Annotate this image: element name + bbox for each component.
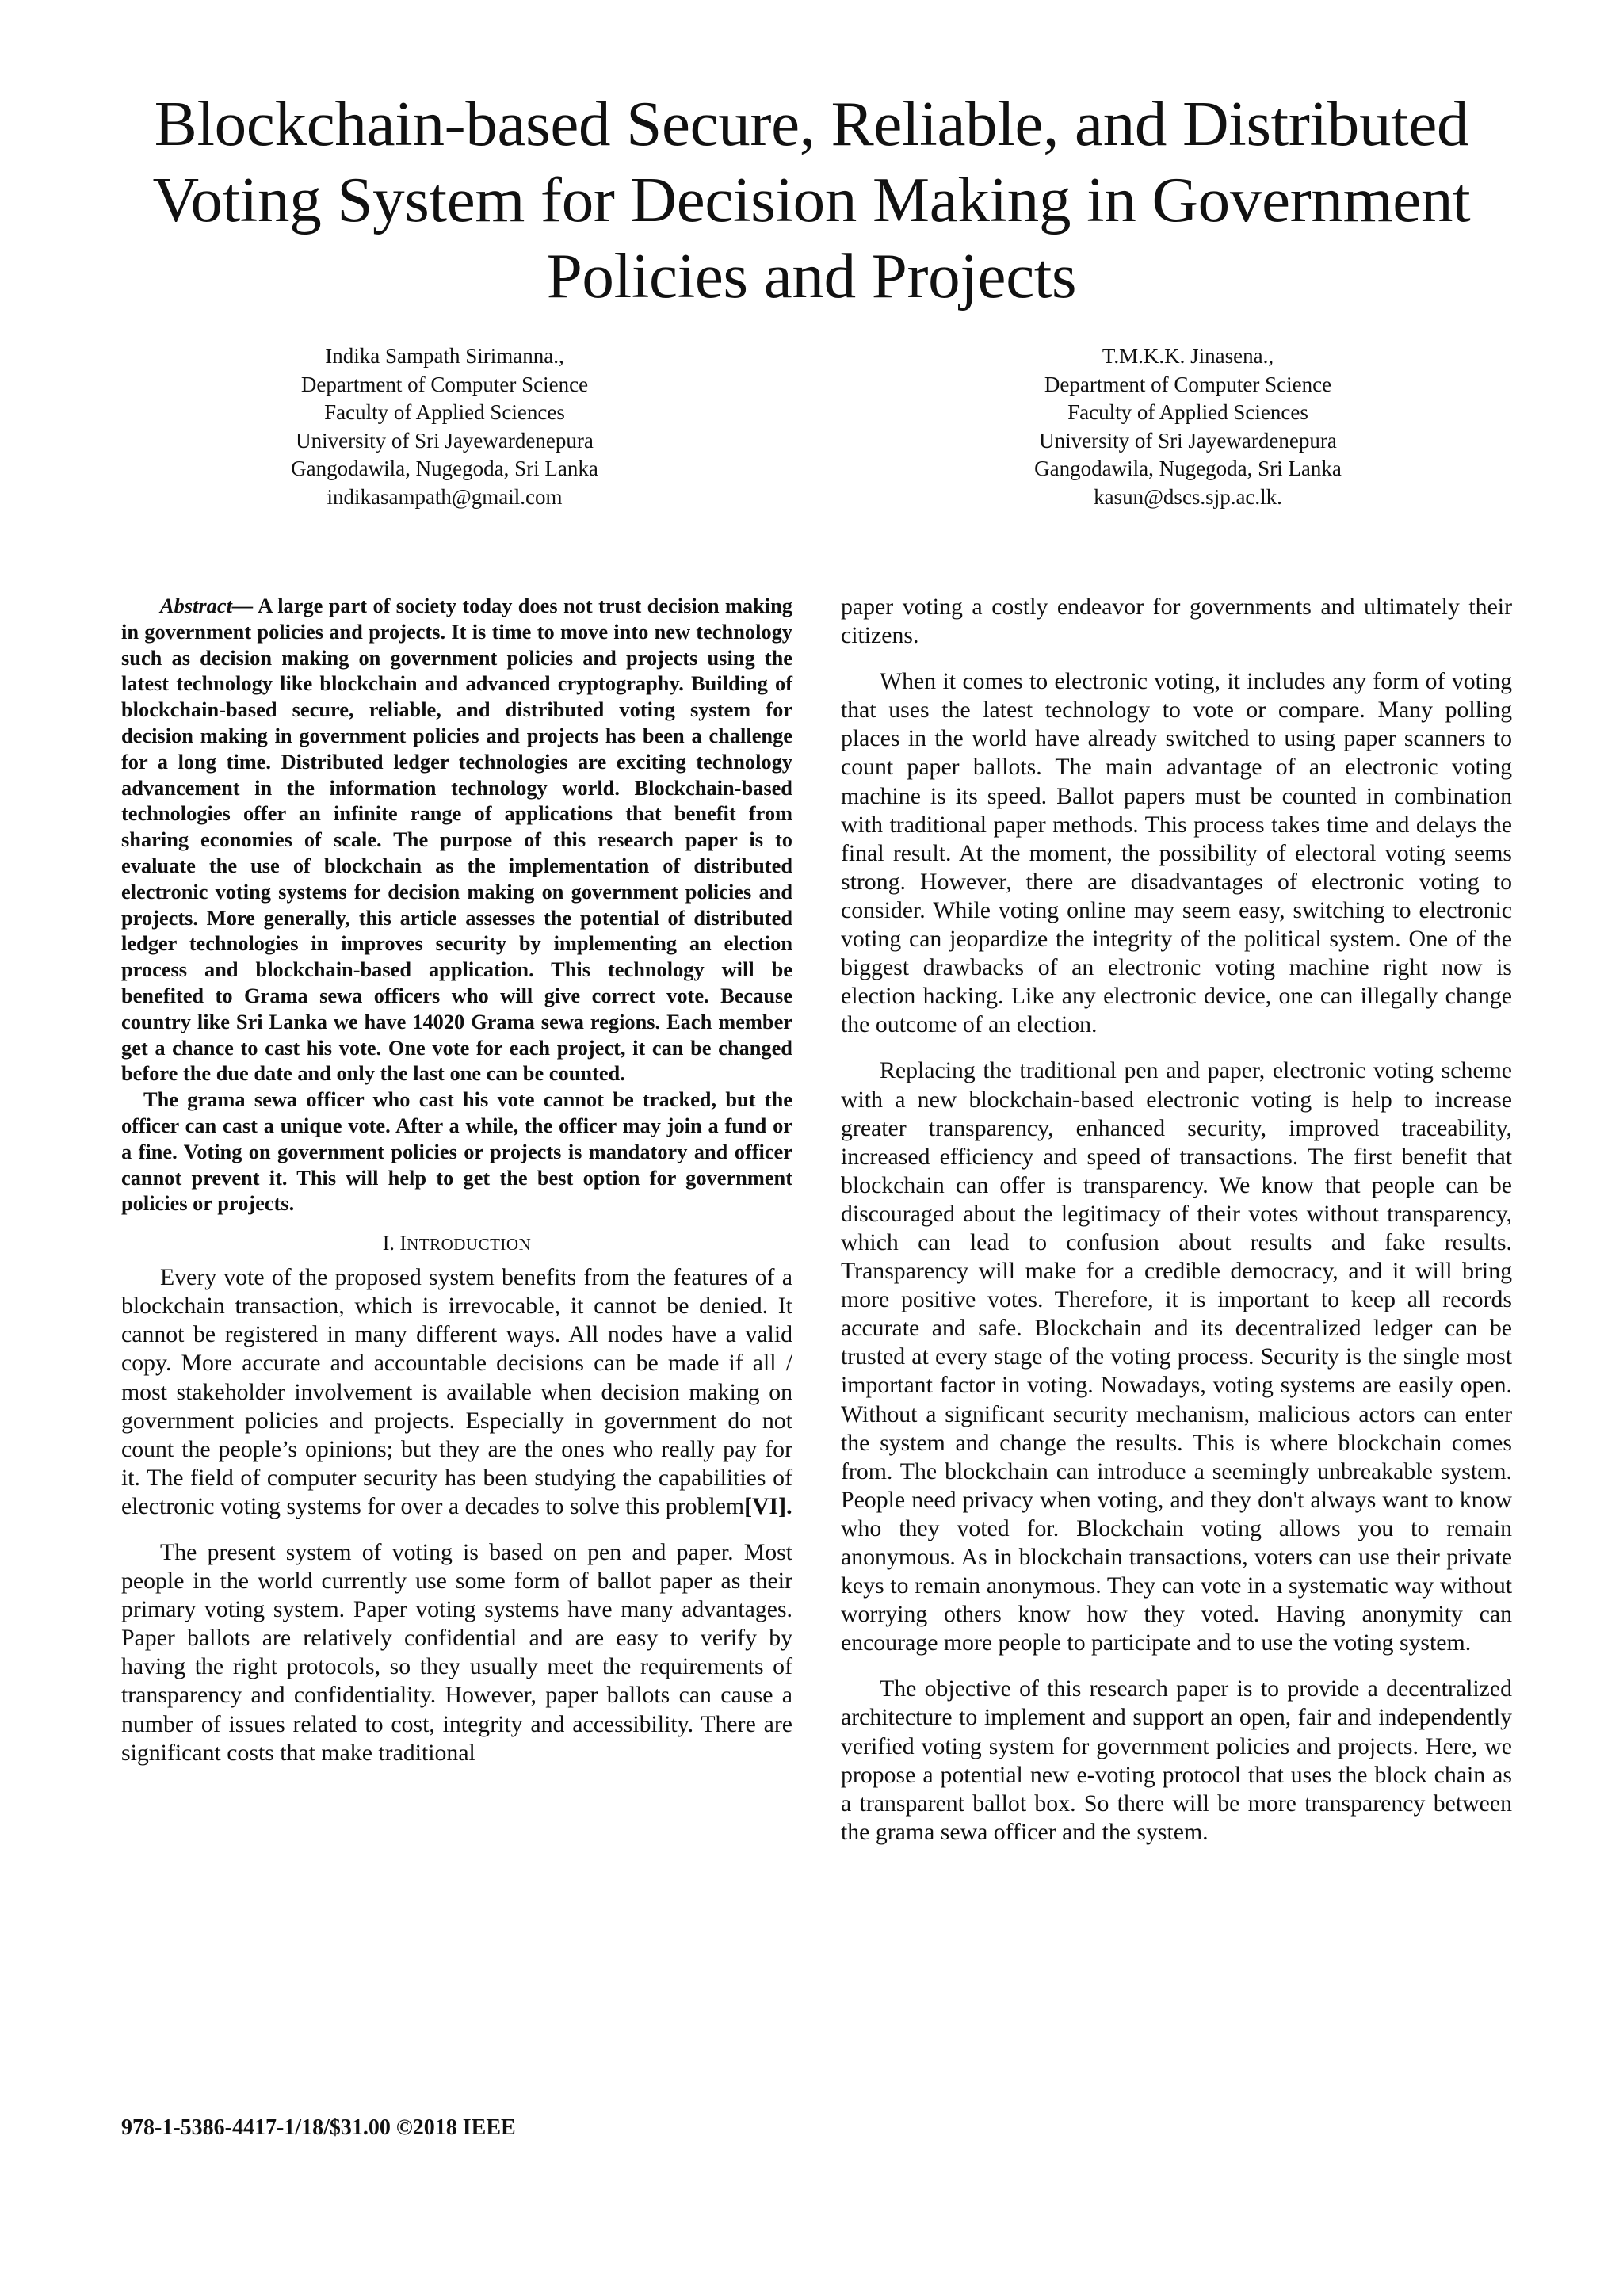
section-heading-introduction: [121, 1231, 792, 1257]
section-title-initial: I: [399, 1232, 407, 1255]
author-email: kasun@dscs.sjp.ac.lk.: [1094, 484, 1282, 509]
author-address: Gangodawila, Nugegoda, Sri Lanka: [291, 457, 598, 480]
right-column: [841, 593, 1512, 1847]
paper-title: Blockchain-based Secure, Reliable, and Distributed Voting System for Decision Making in Government Policies and Projects: [152, 88, 1471, 311]
author-block-2: [911, 342, 1465, 511]
intro-paragraph-5: The objective of this research paper is to provide a decentralized architecture to implement and support an open, fair and independently verified voting system for government policies and projects. Here, we propose a potential new e-voting protocol that uses the block chain as a transparent ballot box. So there will be more transparency between the grama sewa officer and the system.: [841, 1675, 1512, 1845]
section-number: I.: [382, 1232, 395, 1255]
intro-paragraph-1-text: Every vote of the proposed system benefits from the features of a blockchain transaction, which is irrevocable, it cannot be denied. It cannot be registered in many different ways. All nodes have a valid copy. More accurate and accountable decisions can be made if all / most stakeholder involvement is available when decision making on government policies and projects. Especially in government do not count the people’s opinions; but they are the ones who really pay for it. The field of computer security has been studying the capabilities of electronic voting systems for over a decades to solve this problem: [121, 1264, 792, 1519]
copyright-footer: 978-1-5386-4417-1/18/$31.00 ©2018 IEEE: [121, 2115, 516, 2140]
author-department: Department of Computer Science: [1044, 372, 1332, 396]
abstract-text: A large part of society today does not trust decision making in government policies and projects. It is time to move into new technology such as decision making on government policies and projects using the latest technology like blockchain and advanced cryptography. Building of blockchain-based secure, reliable, and distributed voting system for decision making in government policies and projects has been a challenge for a long time. Distributed ledger technologies are exciting technology advancement in the information technology world. Blockchain-based technologies offer an infinite range of applications that benefit from sharing economies of scale. The purpose of this research paper is to evaluate the use of blockchain as the implementation of distributed electronic voting systems for decision making on government policies and projects. More generally, this article assesses the potential of distributed ledger technologies in improves security by implementing an election process and blockchain-based application. This technology will be benefited to Grama sewa officers who will give correct vote. Because country like Sri Lanka we have 14020 Grama sewa regions. Each member get a chance to cast his vote. One vote for each project, it can be changed before the due date and only the last one can be counted.: [121, 594, 792, 1086]
author-block-1: [167, 342, 722, 511]
author-name: T.M.K.K. Jinasena.,: [1102, 344, 1274, 368]
intro-paragraph-4: Replacing the traditional pen and paper, electronic voting scheme with a new blockchain-based electronic voting is help to increase greater transparency, enhanced security, improved traceability, increased efficiency and speed of transactions. The first benefit that blockchain can offer is transparency. We know that people can be discouraged about the legitimacy of their votes without transparency, which can lead to confusion about results and fake results. Transparency will make for a credible democracy, and it will bring more positive votes. Therefore, it is important to keep all records accurate and safe. Blockchain and its decentralized ledger can be trusted at every stage of the voting process. Security is the single most important factor in voting. Nowadays, voting systems are easily open. Without a significant security mechanism, malicious actors can enter the system and change the results. This is where blockchain comes from. The blockchain can introduce a seemingly unbreakable system. People need privacy when voting, and they don't always want to know who they voted for. Blockchain voting allows you to remain anonymous. As in blockchain transactions, voters can use their private keys to remain anonymous. They can vote in a systematic way without worrying others know how they voted. Having anonymity can encourage more people to participate and to use the voting system.: [841, 1057, 1512, 1656]
author-faculty: Faculty of Applied Sciences: [324, 400, 565, 424]
author-name: Indika Sampath Sirimanna.,: [325, 344, 564, 368]
author-university: University of Sri Jayewardenepura: [1039, 428, 1337, 453]
author-faculty: Faculty of Applied Sciences: [1067, 400, 1308, 424]
intro-paragraph-3: When it comes to electronic voting, it includes any form of voting that uses the latest technology to vote or compare. Many polling places in the world have already switched to using paper scanners to count paper ballots. The main advantage of an electronic voting machine is its speed. Ballot papers must be counted in combination with traditional paper methods. This process takes time and delays the final result. At the moment, the possibility of electoral voting seems strong. However, there are disadvantages of electronic voting to consider. While voting online may seem easy, switching to electronic voting can jeopardize the integrity of the political system. One of the biggest drawbacks of an electronic voting machine right now is election hacking. Like any electronic device, one can illegally change the outcome of an election.: [841, 668, 1512, 1038]
abstract-paragraph-1: [121, 593, 792, 1087]
abstract-label: Abstract—: [160, 594, 254, 617]
author-address: Gangodawila, Nugegoda, Sri Lanka: [1034, 457, 1342, 480]
abstract-paragraph-2: The grama sewa officer who cast his vote cannot be tracked, but the officer can cast a unique vote. After a while, the officer may join a fund or a fine. Voting on government policies or projects is mandatory and officer cannot prevent it. This will help to get the best option for government policies or projects.: [121, 1087, 792, 1216]
author-department: Department of Computer Science: [300, 372, 589, 396]
author-email: indikasampath@gmail.com: [327, 484, 563, 509]
section-title-rest: NTRODUCTION: [407, 1235, 532, 1255]
author-university: University of Sri Jayewardenepura: [296, 428, 594, 453]
intro-paragraph-1: [121, 1263, 792, 1521]
intro-paragraph-2-continued: paper voting a costly endeavor for governments and ultimately their citizens.: [841, 594, 1512, 649]
intro-paragraph-2: The present system of voting is based on pen and paper. Most people in the world currently use some form of ballot paper as their primary voting system. Paper voting systems have many advantages. Paper ballots are relatively confidential and are easy to verify by having the right protocols, so they usually meet the requirements of transparency and confidentiality. However, paper ballots can cause a number of issues related to cost, integrity and accessibility. There are significant costs that make traditional: [121, 1538, 792, 1766]
left-column: [121, 593, 792, 1767]
citation-ref: [VI].: [744, 1492, 792, 1519]
